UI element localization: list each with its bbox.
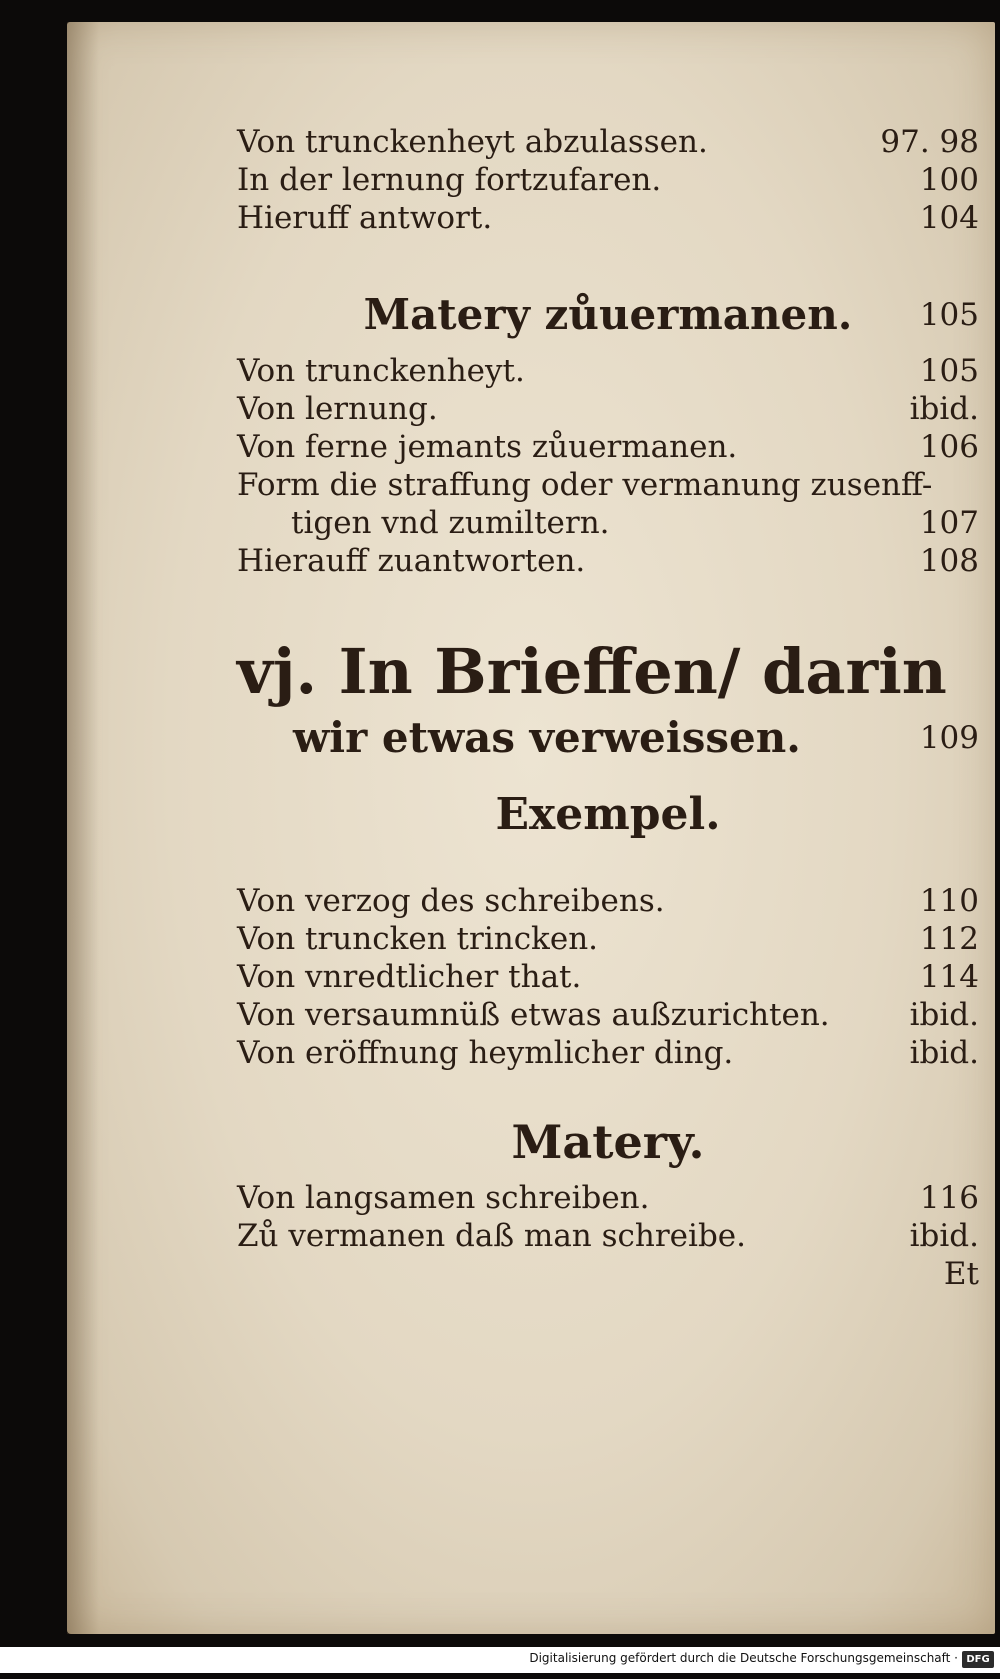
entry-text: Von eröffnung heymlicher ding.: [237, 1035, 734, 1071]
footer-credit: Digitalisierung gefördert durch die Deutsche Forschungsgemeinschaft ·: [529, 1651, 958, 1665]
chapter-title-line2: wir etwas verweissen.: [293, 713, 801, 762]
entry-text: Von truncken trincken.: [237, 921, 599, 957]
section-heading: [237, 1112, 979, 1172]
index-entry: [237, 920, 979, 958]
chapter-title-continued: [237, 710, 979, 766]
entry-page: 97. 98: [880, 124, 979, 160]
index-entry: [237, 466, 979, 504]
subheading: [237, 787, 979, 843]
catchword-row: [237, 1255, 979, 1293]
index-entry: [237, 504, 979, 542]
digitization-footer: [0, 1647, 1000, 1673]
entry-text: Von lernung.: [237, 391, 438, 427]
entry-text: Von verzog des schreibens.: [237, 883, 665, 919]
heading-text: Matery.: [511, 1115, 705, 1169]
entry-text: In der lernung fortzufaren.: [237, 162, 662, 198]
heading-page: 105: [919, 297, 979, 333]
entry-page: ibid.: [909, 1218, 979, 1254]
entry-text: Von ferne jemants zůuermanen.: [237, 429, 738, 465]
index-entry: [237, 882, 979, 920]
subheading-text: Exempel.: [495, 789, 721, 840]
catchword: Et: [943, 1256, 979, 1292]
entry-page: 112: [919, 921, 979, 957]
entry-page: 107: [919, 505, 979, 541]
index-entry: [237, 390, 979, 428]
entry-text: Von versaumnüß etwas außzurichten.: [237, 997, 830, 1033]
chapter-title-line1: vj. In Brieffen/ darin: [237, 635, 947, 708]
entry-page: 110: [919, 883, 979, 919]
entry-text: Von trunckenheyt abzulassen.: [237, 124, 708, 160]
entry-page: 106: [919, 429, 979, 465]
entry-page: 114: [919, 959, 979, 995]
index-entry: [237, 1217, 979, 1255]
index-entry: [237, 161, 979, 199]
entry-page: 108: [919, 543, 979, 579]
chapter-title: [237, 632, 979, 712]
index-entry: [237, 123, 979, 161]
index-entry: [237, 199, 979, 237]
entry-page: 104: [919, 200, 979, 236]
entry-page: ibid.: [909, 1035, 979, 1071]
entry-text: Form die straffung oder vermanung zusenff-: [237, 467, 933, 503]
entry-page: 100: [919, 162, 979, 198]
section-heading: [237, 290, 979, 340]
index-entry: [237, 428, 979, 466]
entry-page: ibid.: [909, 997, 979, 1033]
entry-text: Hierauff zuantworten.: [237, 543, 586, 579]
entry-page: 116: [919, 1180, 979, 1216]
entry-text: tigen vnd zumiltern.: [291, 505, 610, 541]
index-entry: [237, 1034, 979, 1072]
entry-text: Von trunckenheyt.: [237, 353, 525, 389]
entry-page: ibid.: [909, 391, 979, 427]
dfg-logo-icon: DFG: [962, 1651, 994, 1668]
index-entry: [237, 542, 979, 580]
book-page: [67, 22, 995, 1634]
page-fold-shadow: [67, 22, 99, 1634]
entry-page: 105: [919, 353, 979, 389]
index-entry: [237, 958, 979, 996]
entry-text: Hieruff antwort.: [237, 200, 493, 236]
chapter-title-page: 109: [919, 720, 979, 756]
index-entry: [237, 1179, 979, 1217]
entry-text: Von vnredtlicher that.: [237, 959, 582, 995]
index-entry: [237, 352, 979, 390]
heading-text: Matery zůuermanen.: [363, 290, 853, 339]
index-entry: [237, 996, 979, 1034]
entry-text: Von langsamen schreiben.: [237, 1180, 650, 1216]
entry-text: Zů vermanen daß man schreibe.: [237, 1218, 746, 1254]
